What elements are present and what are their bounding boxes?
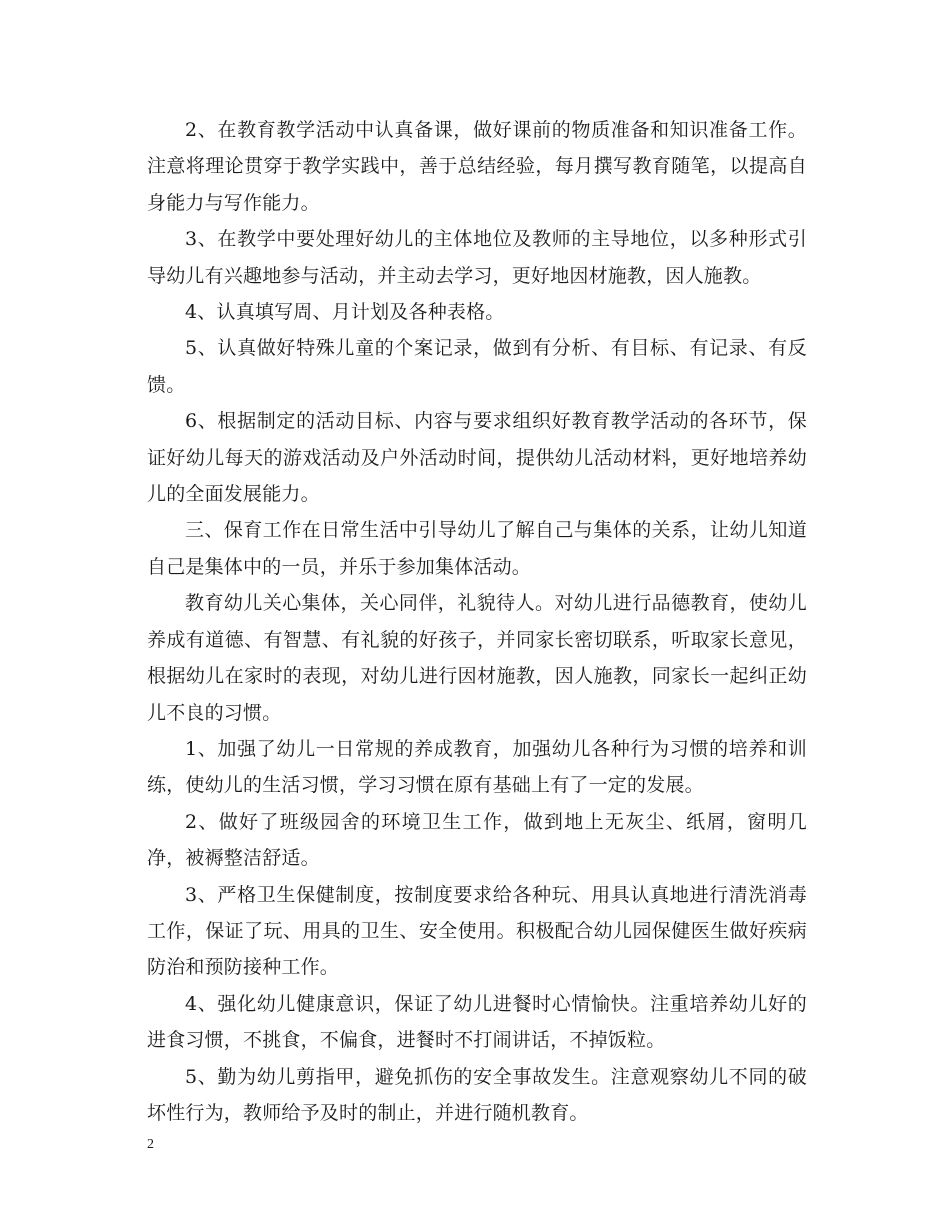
paragraph-eating-habits: 4、强化幼儿健康意识，保证了幼儿进餐时心情愉快。注重培养幼儿好的进食习惯，不挑食，不偏食，进餐时不打闹讲话，不掉饭粒。	[147, 992, 807, 1052]
body-text	[147, 112, 807, 1131]
paragraph-hygiene: 2、做好了班级园舍的环境卫生工作，做到地上无灰尘、纸屑，窗明几净，被褥整洁舒适。	[147, 810, 807, 870]
paragraph-daily-routine: 1、加强了幼儿一日常规的养成教育，加强幼儿各种行为习惯的培养和训练，使幼儿的生活习惯，学习习惯在原有基础上有了一定的发展。	[147, 737, 807, 797]
paragraph-safety: 5、勤为幼儿剪指甲，避免抓伤的安全事故发生。注意观察幼儿不同的破坏性行为，教师给予及时的制止，并进行随机教育。	[147, 1065, 807, 1124]
paragraph-care-work-heading: 三、保育工作在日常生活中引导幼儿了解自己与集体的关系，让幼儿知道自己是集体中的一员，并乐于参加集体活动。	[147, 519, 807, 578]
paragraph-prep-lessons: 2、在教育教学活动中认真备课，做好课前的物质准备和知识准备工作。注意将理论贯穿于教学实践中，善于总结经验，每月撰写教育随笔，以提高自身能力与写作能力。	[147, 119, 807, 214]
page-number: 2	[147, 1137, 154, 1152]
paragraph-plans-forms: 4、认真填写周、月计划及各种表格。	[185, 301, 505, 324]
paragraph-special-records: 5、认真做好特殊儿童的个案记录，做到有分析、有目标、有记录、有反馈。	[147, 337, 807, 396]
paragraph-moral-education: 教育幼儿关心集体，关心同伴，礼貌待人。对幼儿进行品德教育，使幼儿养成有道德、有智慧、有礼貌的好孩子，并同家长密切联系，听取家长意见，根据幼儿在家时的表现，对幼儿进行因材施教，因人施教，同家长一起纠正幼儿不良的习惯。	[147, 592, 807, 724]
paragraph-activity-goals: 6、根据制定的活动目标、内容与要求组织好教育教学活动的各环节，保证好幼儿每天的游戏活动及户外活动时间，提供幼儿活动材料，更好地培养幼儿的全面发展能力。	[147, 410, 807, 506]
paragraph-teaching-roles: 3、在教学中要处理好幼儿的主体地位及教师的主导地位，以多种形式引导幼儿有兴趣地参与活动，并主动去学习，更好地因材施教，因人施教。	[147, 228, 807, 287]
paragraph-health-system: 3、严格卫生保健制度，按制度要求给各种玩、用具认真地进行清洗消毒工作，保证了玩、用具的卫生、安全使用。积极配合幼儿园保健医生做好疾病防治和预防接种工作。	[147, 883, 807, 979]
